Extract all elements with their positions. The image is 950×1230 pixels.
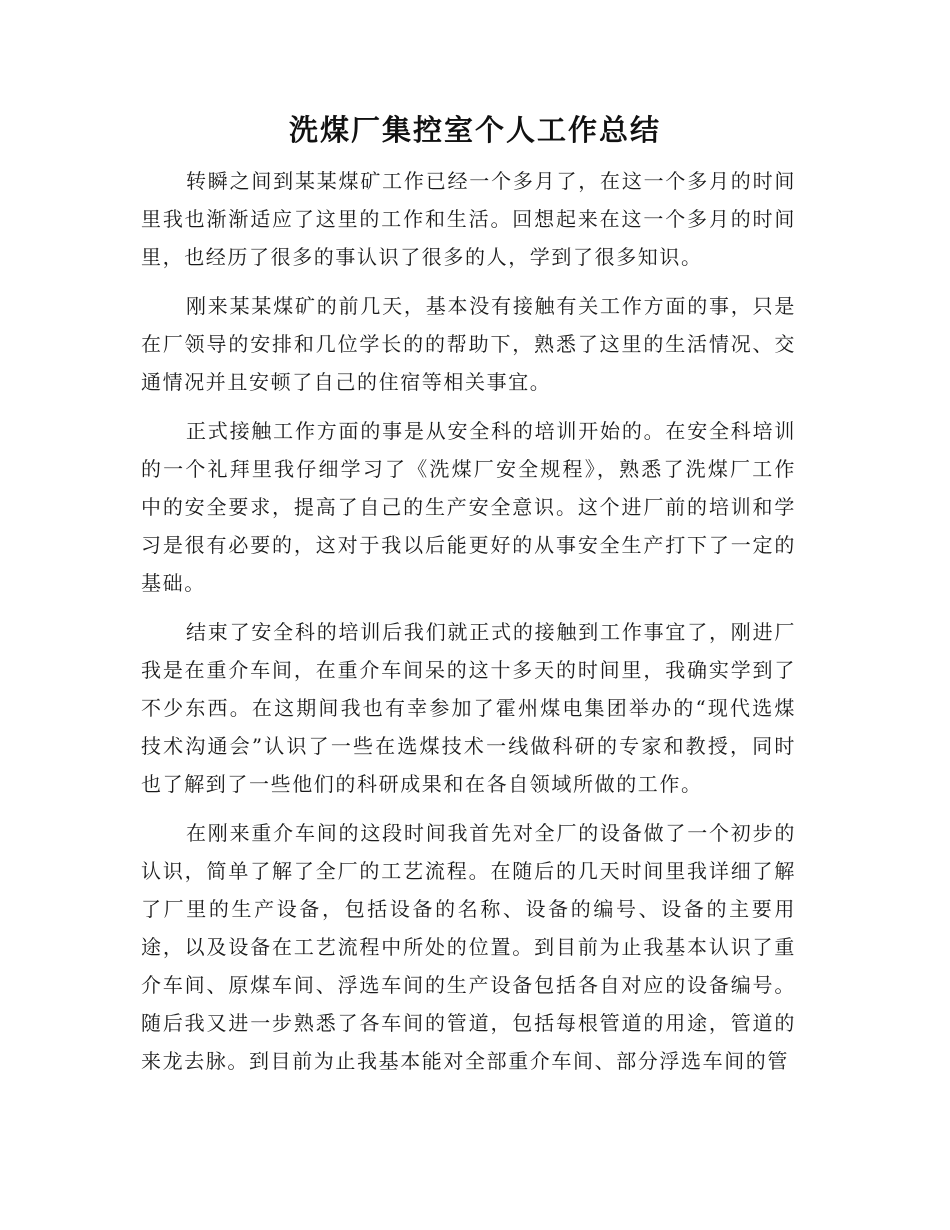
paragraph-3: 正式接触工作方面的事是从安全科的培训开始的。在安全科培训的一个礼拜里我仔细学习了《洗煤厂安全规程》，熟悉了洗煤厂工作中的安全要求，提高了自己的生产安全意识。这个进厂前的培训和学习是很有必要的，这对于我以后能更好的从事安全生产打下了一定的基础。: [141, 419, 796, 595]
document-body: [141, 162, 796, 1080]
paragraph-2: 刚来某某煤矿的前几天，基本没有接触有关工作方面的事，只是在厂领导的安排和几位学长的的帮助下，熟悉了这里的生活情况、交通情况并且安顿了自己的住宿等相关事宜。: [141, 294, 796, 394]
paragraph-4: 结束了安全科的培训后我们就正式的接触到工作事宜了，刚进厂我是在重介车间，在重介车间呆的这十多天的时间里，我确实学到了不少东西。在这期间我也有幸参加了霍州煤电集团举办的“现代选煤技术沟通会”认识了一些在选煤技术一线做科研的专家和教授，同时也了解到了一些他们的科研成果和在各自领域所做的工作。: [141, 620, 796, 796]
paragraph-5: 在刚来重介车间的这段时间我首先对全厂的设备做了一个初步的认识，简单了解了全厂的工艺流程。在随后的几天时间里我详细了解了厂里的生产设备，包括设备的名称、设备的编号、设备的主要用途，以及设备在工艺流程中所处的位置。到目前为止我基本认识了重介车间、原煤车间、浮选车间的生产设备包括各自对应的设备编号。随后我又进一步熟悉了各车间的管道，包括每根管道的用途，管道的来龙去脉。到目前为止我基本能对全部重介车间、部分浮选车间的管: [141, 821, 796, 1073]
document-title: 洗煤厂集控室个人工作总结: [288, 113, 661, 147]
paragraph-1: 转瞬之间到某某煤矿工作已经一个多月了，在这一个多月的时间里我也渐渐适应了这里的工作和生活。回想起来在这一个多月的时间里，也经历了很多的事认识了很多的人，学到了很多知识。: [141, 169, 796, 269]
